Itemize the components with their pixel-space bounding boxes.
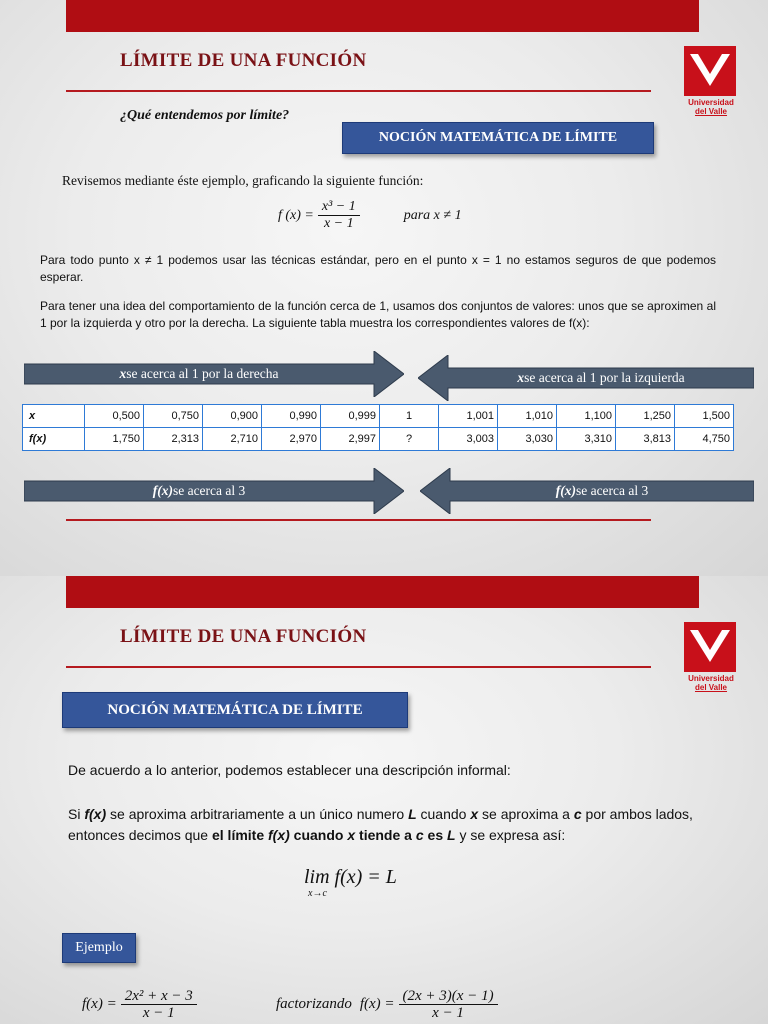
arrow-right-bottom-em: f(x) xyxy=(152,483,173,498)
arrow-right-bottom xyxy=(24,468,404,514)
ex1-lhs: f(x) = xyxy=(82,996,117,1012)
table-row-x xyxy=(23,405,734,428)
example-label: Ejemplo xyxy=(62,933,136,963)
fx-cell: 4,750 xyxy=(675,428,734,451)
limit-subscript: x→c xyxy=(308,888,327,899)
slide2-intro: De acuerdo a lo anterior, podemos establecer una descripción informal: xyxy=(68,762,511,778)
x-cell: 0,750 xyxy=(144,405,203,428)
logo-mark-icon xyxy=(684,622,736,672)
ex1-numerator: 2x² + x − 3 xyxy=(121,988,197,1005)
university-logo xyxy=(684,622,738,692)
arrow-right-top xyxy=(24,351,404,397)
function-formula xyxy=(278,199,462,232)
top-red-bar xyxy=(66,576,699,608)
fx-cell: 3,813 xyxy=(616,428,675,451)
fx-cell: 1,750 xyxy=(85,428,144,451)
x-cell: 0,990 xyxy=(262,405,321,428)
x-cell: 1,010 xyxy=(498,405,557,428)
slide-title: LÍMITE DE UNA FUNCIÓN xyxy=(120,50,367,71)
logo-text-line1: Universidad xyxy=(688,674,734,683)
formula-condition: para x ≠ 1 xyxy=(403,207,462,223)
arrow-left-bottom-text: se acerca al 3 xyxy=(575,483,649,498)
row-x-label: x xyxy=(23,405,85,428)
arrow-left-bottom xyxy=(420,468,754,514)
example-formula-1 xyxy=(82,988,201,1021)
ex2-numerator: (2x + 3)(x − 1) xyxy=(399,988,498,1005)
arrow-right-top-em: x xyxy=(119,366,127,381)
fx-cell: 2,313 xyxy=(144,428,203,451)
formula-denominator: x − 1 xyxy=(323,216,354,231)
arrow-left-top-text: se acerca al 1 por la izquierda xyxy=(524,370,685,385)
logo-text-line1: Universidad xyxy=(688,98,734,107)
bottom-divider xyxy=(66,519,651,521)
x-cell: 0,500 xyxy=(85,405,144,428)
table-row-fx xyxy=(23,428,734,451)
x-cell: 0,900 xyxy=(203,405,262,428)
ex1-denominator: x − 1 xyxy=(142,1005,175,1021)
paragraph-1: Para todo punto x ≠ 1 podemos usar las técnicas estándar, pero en el punto x = 1 no estamos seguros de que podemos esperar. xyxy=(40,253,716,284)
university-logo xyxy=(684,46,738,116)
arrow-left-bottom-em: f(x) xyxy=(555,483,576,498)
title-divider xyxy=(66,90,651,92)
x-cell: 0,999 xyxy=(321,405,380,428)
notion-box: NOCIÓN MATEMÁTICA DE LÍMITE xyxy=(342,122,654,154)
ex2-lhs: f(x) = xyxy=(359,996,395,1012)
fx-cell: 2,970 xyxy=(262,428,321,451)
x-cell: 1 xyxy=(380,405,439,428)
arrow-left-top xyxy=(418,355,754,401)
values-table xyxy=(22,404,734,451)
fx-cell: ? xyxy=(380,428,439,451)
title-divider xyxy=(66,666,651,668)
row-fx-label: f(x) xyxy=(23,428,85,451)
formula-numerator: x³ − 1 xyxy=(318,199,360,216)
top-red-bar xyxy=(66,0,699,32)
limit-definition: Si f(x) se aproxima arbitrariamente a un único numero L cuando x se aproxima a c por ambos lados, entonces decimos que el límite f(x) cuando x tiende a c es L y se expresa así: xyxy=(68,806,693,843)
fx-cell: 3,030 xyxy=(498,428,557,451)
x-cell: 1,250 xyxy=(616,405,675,428)
fx-cell: 2,997 xyxy=(321,428,380,451)
logo-text-line2: del Valle xyxy=(694,107,728,116)
ex2-denominator: x − 1 xyxy=(432,1005,464,1021)
fx-cell: 3,003 xyxy=(439,428,498,451)
notion-box: NOCIÓN MATEMÁTICA DE LÍMITE xyxy=(62,692,408,728)
arrow-left-top-em: x xyxy=(517,370,525,385)
slide-title: LÍMITE DE UNA FUNCIÓN xyxy=(120,626,367,647)
x-cell: 1,100 xyxy=(557,405,616,428)
logo-mark-icon xyxy=(684,46,736,96)
x-cell: 1,500 xyxy=(675,405,734,428)
arrow-right-bottom-text: se acerca al 3 xyxy=(172,483,246,498)
limit-main: lim f(x) = L xyxy=(304,866,397,888)
fx-cell: 3,310 xyxy=(557,428,616,451)
intro-text: Revisemos mediante éste ejemplo, graficando la siguiente función: xyxy=(62,173,424,188)
paragraph-2: Para tener una idea del comportamiento de la función cerca de 1, usamos dos conjuntos de valores: unos que se aproximen al 1 por la izquierda y otro por la derecha. La siguiente tabla muestra los correspondientes valores de f(x): xyxy=(40,299,716,330)
limit-expression xyxy=(304,866,397,899)
arrow-right-top-text: se acerca al 1 por la derecha xyxy=(126,366,279,381)
x-cell: 1,001 xyxy=(439,405,498,428)
question-heading: ¿Qué entendemos por límite? xyxy=(120,108,290,123)
formula-lhs: f (x) = xyxy=(278,207,314,223)
logo-text-line2: del Valle xyxy=(694,683,728,692)
fx-cell: 2,710 xyxy=(203,428,262,451)
factorizando-word: factorizando xyxy=(276,996,352,1012)
example-formula-2 xyxy=(276,988,502,1021)
